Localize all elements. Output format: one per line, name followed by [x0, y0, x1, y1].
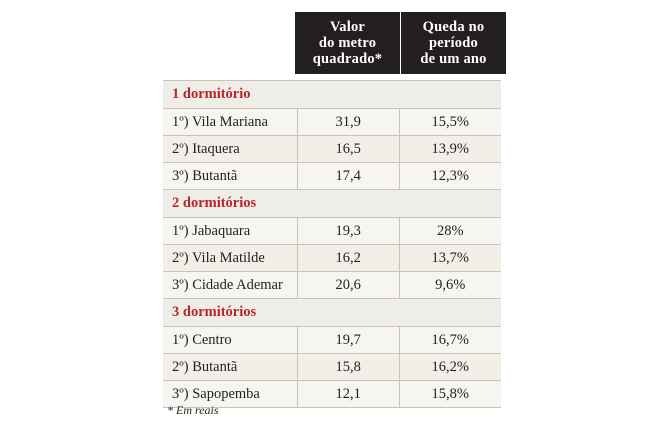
row-neighborhood: 2º) Butantã — [163, 354, 297, 381]
row-value: 19,7 — [297, 327, 399, 354]
row-change: 15,8% — [399, 381, 501, 408]
table-row — [163, 327, 501, 354]
row-value: 20,6 — [297, 272, 399, 299]
table-row — [163, 218, 501, 245]
table-header — [295, 12, 506, 74]
column-header-queda-line1: Queda no — [422, 19, 485, 35]
table-group-header — [163, 299, 501, 327]
row-neighborhood: 3º) Cidade Ademar — [163, 272, 297, 299]
row-change: 13,7% — [399, 245, 501, 272]
row-change: 28% — [399, 218, 501, 245]
group-label: 2 dormitórios — [163, 190, 501, 218]
row-neighborhood: 1º) Centro — [163, 327, 297, 354]
group-label: 3 dormitórios — [163, 299, 501, 327]
row-change: 9,6% — [399, 272, 501, 299]
row-neighborhood: 1º) Jabaquara — [163, 218, 297, 245]
row-value: 16,2 — [297, 245, 399, 272]
row-value: 17,4 — [297, 163, 399, 190]
ranking-table — [163, 80, 501, 408]
table-row — [163, 245, 501, 272]
table-group-header — [163, 81, 501, 109]
table-row — [163, 163, 501, 190]
table-row — [163, 272, 501, 299]
row-value: 15,8 — [297, 354, 399, 381]
table-row — [163, 354, 501, 381]
column-header-queda-line3: de um ano — [420, 51, 487, 67]
row-neighborhood: 3º) Butantã — [163, 163, 297, 190]
column-header-valor-line3: quadrado* — [312, 51, 383, 67]
column-header-valor — [295, 12, 400, 74]
table-row — [163, 109, 501, 136]
row-value: 12,1 — [297, 381, 399, 408]
row-change: 15,5% — [399, 109, 501, 136]
row-neighborhood: 3º) Sapopemba — [163, 381, 297, 408]
column-header-queda — [401, 12, 506, 74]
row-change: 16,7% — [399, 327, 501, 354]
row-change: 13,9% — [399, 136, 501, 163]
row-neighborhood: 2º) Itaquera — [163, 136, 297, 163]
row-change: 16,2% — [399, 354, 501, 381]
table-group-header — [163, 190, 501, 218]
column-header-valor-line1: Valor — [329, 19, 366, 35]
column-header-queda-line2: período — [429, 35, 478, 51]
table-row — [163, 136, 501, 163]
row-change: 12,3% — [399, 163, 501, 190]
column-header-valor-line2: do metro — [318, 35, 377, 51]
row-value: 16,5 — [297, 136, 399, 163]
row-value: 19,3 — [297, 218, 399, 245]
row-neighborhood: 2º) Vila Matilde — [163, 245, 297, 272]
footnote: * Em reais — [167, 403, 219, 417]
row-neighborhood: 1º) Vila Mariana — [163, 109, 297, 136]
group-label: 1 dormitório — [163, 81, 501, 109]
row-value: 31,9 — [297, 109, 399, 136]
